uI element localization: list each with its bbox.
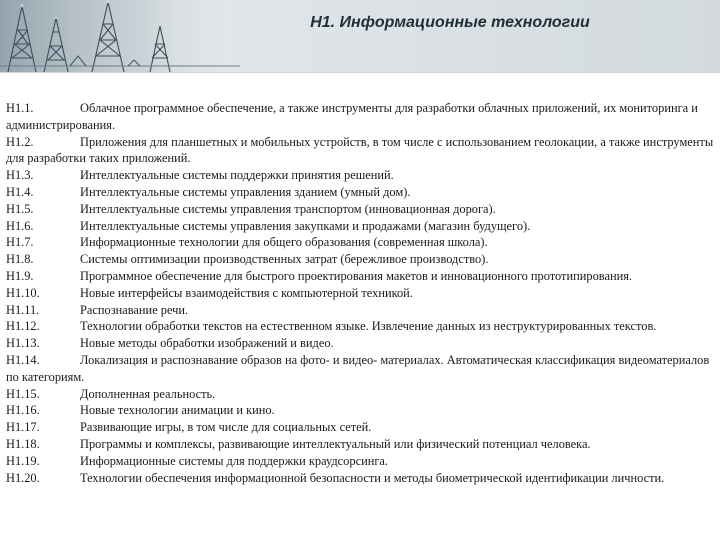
slide-header: [0, 0, 720, 73]
item-number: Н1.12.: [6, 319, 40, 334]
item-number: Н1.1.: [6, 101, 34, 115]
item-number: Н1.10.: [6, 285, 40, 300]
item-text: Приложения для планшетных и мобильных устройств, в том числе с использованием геолокации, а также инструменты для разработки таких приложений.: [6, 134, 714, 166]
item-number: Н1.16.: [6, 403, 40, 418]
list-item: [6, 302, 714, 319]
list-item: [6, 184, 714, 201]
item-number: Н1.4.: [6, 184, 34, 199]
item-number: Н1.6.: [6, 218, 34, 233]
slide-title: Н1. Информационные технологии: [310, 14, 590, 31]
item-number: Н1.15.: [6, 386, 40, 401]
item-number: Н1.18.: [6, 436, 40, 451]
list-item: [6, 251, 714, 268]
item-number: Н1.7.: [6, 235, 34, 250]
item-number: Н1.13.: [6, 336, 40, 351]
list-item: [6, 386, 714, 403]
item-number: Н1.14.: [6, 352, 40, 367]
item-text: Локализация и распознавание образов на фото- и видео- материалах. Автоматическая классификация видеоматериалов по категориям.: [6, 352, 710, 384]
item-text: Облачное программное обеспечение, а также инструменты для разработки облачных приложений, их мониторинга и администрирования.: [6, 101, 698, 132]
technology-list: [6, 100, 714, 486]
item-number: Н1.17.: [6, 420, 40, 435]
list-item: [6, 134, 714, 168]
list-item: [6, 167, 714, 184]
list-item: [6, 268, 714, 285]
item-number: Н1.9.: [6, 268, 34, 283]
list-item: [6, 436, 714, 453]
item-text: Программы и комплексы, развивающие интеллектуальный или физический потенциал человека.: [80, 436, 591, 451]
list-item: [6, 100, 714, 134]
list-item: [6, 470, 714, 487]
item-number: Н1.8.: [6, 252, 34, 267]
item-text: Интеллектуальные системы управления транспортом (инновационная дорога).: [80, 201, 496, 216]
item-number: Н1.19.: [6, 453, 40, 468]
item-text: Развивающие игры, в том числе для социальных сетей.: [80, 420, 372, 435]
item-text: Интеллектуальные системы управления зданием (умный дом).: [80, 184, 411, 199]
item-text: Информационные технологии для общего образования (современная школа).: [80, 235, 488, 250]
item-text: Технологии обеспечения информационной безопасности и методы биометрической идентификации личности.: [80, 470, 665, 485]
oil-rig-header-image: [0, 0, 240, 72]
item-number: Н1.2.: [6, 134, 34, 149]
item-number: Н1.5.: [6, 201, 34, 216]
list-item: [6, 453, 714, 470]
item-number: Н1.11.: [6, 302, 40, 317]
list-item: [6, 234, 714, 251]
item-text: Информационные системы для поддержки краудсорсинга.: [80, 453, 389, 468]
item-number: Н1.20.: [6, 470, 40, 485]
item-text: Системы оптимизации производственных затрат (бережливое производство).: [80, 252, 489, 267]
item-text: Технологии обработки текстов на естественном языке. Извлечение данных из неструктурированных текстов.: [80, 319, 657, 334]
item-text: Программное обеспечение для быстрого проектирования макетов и инновационного прототипирования.: [80, 268, 633, 283]
list-item: [6, 218, 714, 235]
item-text: Интеллектуальные системы управления закупками и продажами (магазин будущего).: [80, 218, 531, 233]
list-item: [6, 419, 714, 436]
list-item: [6, 352, 714, 386]
list-item: [6, 335, 714, 352]
item-text: Дополненная реальность.: [80, 386, 216, 401]
list-item: [6, 201, 714, 218]
list-item: [6, 402, 714, 419]
item-text: Новые методы обработки изображений и видео.: [80, 336, 334, 351]
item-text: Новые интерфейсы взаимодействия с компьютерной техникой.: [80, 285, 413, 300]
item-text: Распознавание речи.: [80, 302, 189, 317]
list-item: [6, 318, 714, 335]
item-number: Н1.3.: [6, 168, 34, 183]
item-text: Новые технологии анимации и кино.: [80, 403, 275, 418]
list-item: [6, 285, 714, 302]
item-text: Интеллектуальные системы поддержки принятия решений.: [80, 168, 394, 183]
